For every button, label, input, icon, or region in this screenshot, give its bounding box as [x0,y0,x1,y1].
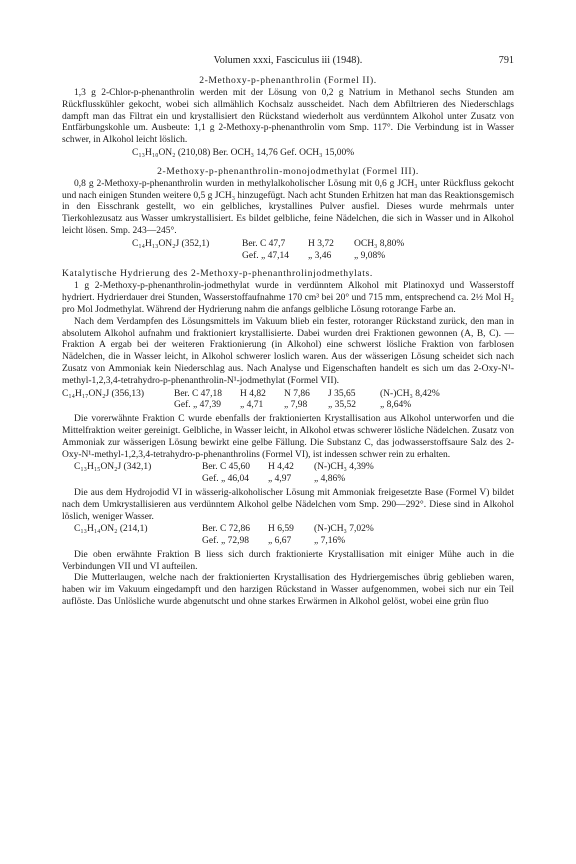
paragraph: Die oben erwähnte Fraktion B liess sich durch fraktionierte Krystallisation mit einiger Mühe auch in die Verbindungen VII und VI aufteilen. [62,549,514,572]
analysis-value: Gef. „ 47,14 [242,250,289,261]
analysis-value: Gef. „ 72,98 [202,536,249,547]
analysis-value: „ 3,46 [308,250,332,261]
analysis-value: „ 4,86% [314,474,346,485]
analysis-value: H 3,72 [308,238,334,249]
journal-page [62,55,514,609]
analysis-calculated-row [62,524,514,536]
section-title: 2-Methoxy-p-phenanthrolin (Formel II). [199,75,377,86]
molecular-formula: C₁₄H₁₃ON₂J (352,1) [132,238,210,249]
molecular-formula: C₁₃H₁₄ON₂ (214,1) [74,524,148,535]
analysis-value: J 35,65 [328,388,356,399]
paragraph: Die vorerwähnte Fraktion C wurde ebenfalls der fraktionierten Krystallisation aus Alkohol unterworfen und die Mittelfraktion weiter gereinigt. Gelbliche, in Wasser leicht, in Alkohol etwas schwerer lösliche Nädelchen. Zusatz von Ammoniak zur wässerigen Lösung bewirkt eine gelbe Fällung. Die Substanz C, das jodwasserstoffsaure Salz des 2-Oxy-N¹-methyl-1,2,3,4-tetrahydro-p-phenanthrolins (Formel VI), ist indessen schwer rein zu erhalten. [62,414,514,460]
analysis-value: N 7,86 [284,388,310,399]
analysis-value: H 4,82 [240,388,266,399]
elemental-analysis: C₁₃H₁₀ON₂ (210,08) Ber. OCH₃ 14,76 Gef. OCH₃ 15,00% [132,147,355,158]
analysis-value: „ 9,08% [354,250,386,261]
journal-reference: Volumen xxxi, Fasciculus iii (1948). [213,55,363,66]
analysis-found-row [62,400,514,412]
page-number: 791 [498,55,514,66]
section-title: Katalytische Hydrierung des 2-Methoxy-p-phenanthrolinjodmethylats. [62,268,373,280]
analysis-value: (N-)CH₃ 7,02% [314,524,374,535]
analysis-value: „ 4,97 [268,474,292,485]
analysis-value: „ 7,16% [314,536,346,547]
analysis-calculated-row [62,239,514,251]
analysis-value: OCH₃ 8,80% [354,238,405,249]
analysis-value: „ 8,64% [380,400,412,411]
running-header [62,55,514,69]
elemental-analysis [62,524,514,548]
elemental-analysis [62,389,514,413]
analysis-found-row [62,251,514,263]
section-title: 2-Methoxy-p-phenanthrolin-monojodmethylat (Formel III). [157,165,419,177]
analysis-value: Ber. C 45,60 [202,462,251,473]
analysis-value: (N-)CH₃ 4,39% [314,462,374,473]
analysis-calculated-row [62,389,514,401]
analysis-value: Ber. C 47,7 [242,238,286,249]
analysis-value: Ber. C 47,18 [174,388,223,399]
paragraph: Die Mutterlaugen, welche nach der fraktionierten Krystallisation des Hydriergemisches übrig geblieben waren, haben wir im Vakuum eingedampft und den harzigen Rückstand in Wasser aufgenommen, wobei sich nur ein Teil auflöste. Das Unlösliche wurde abgenutscht und ohne starkes Erwärmen in Alkohol gelöst, wobei eine grün fluo [62,573,514,608]
analysis-value: Gef. „ 46,04 [202,474,249,485]
analysis-value: (N-)CH₃ 8,42% [380,388,440,399]
paragraph: Nach dem Verdampfen des Lösungsmittels im Vakuum blieb ein fester, rotoranger Rückstand zurück, den man in absolutem Alkohol aufnahm und fraktioniert krystallisierte. Dabei wurden drei Fraktionen gewonnen (A, B, C). — Fraktion A ergab bei der weiteren Fraktionierung (in Alkohol) eine schwerst lösliche Fraktion von farblosen Nädelchen, die in Wasser leicht, in Alkohol schwerer loslich waren. Aus der wässerigen Lösung scheidet sich nach Zusatz von Ammoniak kein Niederschlag aus. Nach Analyse und Eigenschaften handelt es sich um das 2-Oxy-N¹-methyl-1,2,3,4-tetrahydro-p-phenanthrolin-N¹-jodmethylat (Formel VII). [62,316,514,386]
elemental-analysis [62,462,514,486]
analysis-value: Gef. „ 47,39 [174,400,221,411]
analysis-value: „ 4,71 [240,400,264,411]
analysis-value: „ 7,98 [284,400,308,411]
analysis-value: H 4,42 [268,462,294,473]
paragraph: 0,8 g 2-Methoxy-p-phenanthrolin wurden in methylalkoholischer Lösung mit 0,6 g JCH₃ unter Rückfluss gekocht und nach einigen Stunden weitere 0,5 g JCH₃ hinzugefügt. Nach acht Stunden Erhitzen hat man das Reaktionsgemisch in den Eisschrank gestellt, wo ein gelbliches, krystallines Pulver ausfiel. Dieses wurde mehrmals unter Tierkohlezusatz aus Wasser umkrystallisiert. Es bildet gelbliche, feine Nädelchen, die sich in Wasser und in Alkohol leicht lösen. Smp. 243—245°. [62,178,514,236]
analysis-value: Ber. C 72,86 [202,524,251,535]
molecular-formula: C₁₃H₁₅ON₂J (342,1) [74,462,152,473]
elemental-analysis [62,239,514,263]
analysis-found-row [62,474,514,486]
analysis-value: H 6,59 [268,524,294,535]
molecular-formula: C₁₄H₁₇ON₂J (356,13) [62,388,145,399]
paragraph: Die aus dem Hydrojodid VI in wässerig-alkoholischer Lösung mit Ammoniak freigesetzte Base (Formel V) bildet nach dem Umkrystallisieren aus verdünntem Alkohol gelbe Nädelchen vom Smp. 290—292°. Diese sind in Alkohol löslich, weniger Wasser. [62,487,514,522]
paragraph: 1,3 g 2-Chlor-p-phenanthrolin werden mit der Lösung von 0,2 g Natrium in Methanol sechs Stunden am Rückflusskühler gekocht, wobei sich allmählich Kochsalz ausscheidet. Nach dem Abfiltrieren des Niederschlags dampft man das Filtrat ein und krystallisiert den Rückstand wiederholt aus verdünntem Alkohol unter Zusatz von Entfärbungskohle um. Ausbeute: 1,1 g 2-Methoxy-p-phenanthrolin vom Smp. 117°. Die Verbindung ist in Wasser schwer, in Alkohol leicht löslich. [62,88,514,146]
analysis-value: „ 6,67 [268,536,292,547]
analysis-calculated-row [62,462,514,474]
analysis-value: „ 35,52 [328,400,356,411]
analysis-found-row [62,536,514,548]
paragraph: 1 g 2-Methoxy-p-phenanthrolin-jodmethylat wurde in verdünntem Alkohol mit Platinoxyd und Wasserstoff hydriert. Hydrierdauer drei Stunden, Wasserstoffaufnahme 170 cm³ bei 20° und 715 mm, entsprechend ca. 2½ Mol H₂ pro Mol Jodmethylat. Während der Hydrierung nahm die anfangs gelbliche Lösung rotorange Farbe an. [62,281,514,315]
